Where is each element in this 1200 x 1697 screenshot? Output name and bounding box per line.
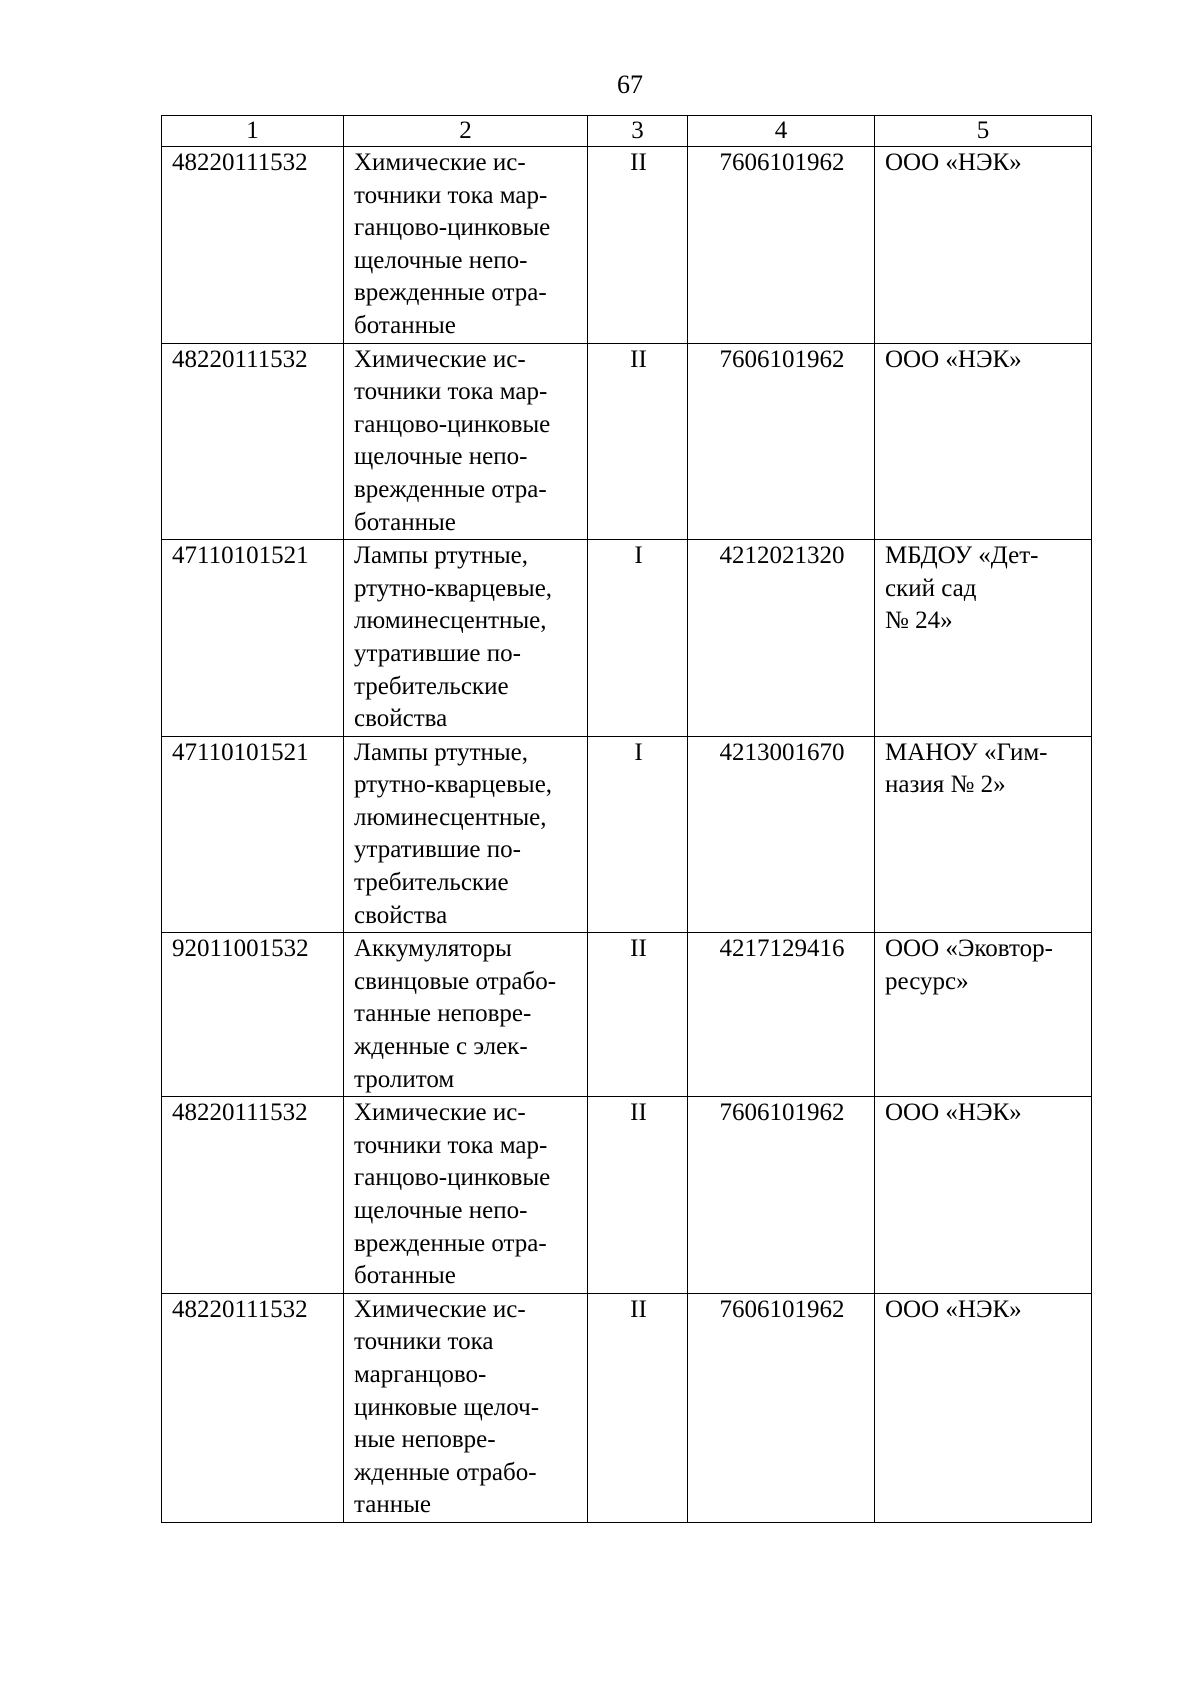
- organization: МАНОУ «Гим- назия № 2»: [875, 736, 1092, 933]
- hazard-class: II: [588, 1097, 688, 1294]
- waste-code: 47110101521: [162, 540, 344, 737]
- table-row: [162, 933, 1092, 1097]
- page-number: 67: [617, 70, 643, 99]
- table-row: [162, 343, 1092, 540]
- hazard-class: II: [588, 1293, 688, 1522]
- column-header: 4: [688, 116, 875, 147]
- organization: ООО «НЭК»: [875, 343, 1092, 540]
- waste-code: 47110101521: [162, 736, 344, 933]
- waste-name: Аккумуляторы свинцовые отрабо- танные неповре- жденные с элек- тролитом: [344, 933, 588, 1097]
- waste-code: 48220111532: [162, 1097, 344, 1294]
- waste-table: [161, 115, 1092, 1523]
- column-header: 3: [588, 116, 688, 147]
- column-header: 2: [344, 116, 588, 147]
- waste-name: Химические ис- точники тока мар- ганцово-цинковые щелочные непо- врежденные отра- ботанные: [344, 1097, 588, 1294]
- organization: ООО «НЭК»: [875, 1097, 1092, 1294]
- inn: 7606101962: [688, 147, 875, 344]
- inn: 7606101962: [688, 1097, 875, 1294]
- waste-code: 48220111532: [162, 147, 344, 344]
- hazard-class: I: [588, 736, 688, 933]
- organization: ООО «Эковтор- ресурс»: [875, 933, 1092, 1097]
- organization: ООО «НЭК»: [875, 1293, 1092, 1522]
- organization: ООО «НЭК»: [875, 147, 1092, 344]
- waste-name: Химические ис- точники тока марганцово- цинковые щелоч- ные неповре- жденные отрабо- танные: [344, 1293, 588, 1522]
- organization: МБДОУ «Дет- ский сад № 24»: [875, 540, 1092, 737]
- waste-name: Химические ис- точники тока мар- ганцово-цинковые щелочные непо- врежденные отра- ботанные: [344, 343, 588, 540]
- table-row: [162, 1097, 1092, 1294]
- hazard-class: II: [588, 147, 688, 344]
- inn: 4212021320: [688, 540, 875, 737]
- hazard-class: I: [588, 540, 688, 737]
- table-row: [162, 736, 1092, 933]
- waste-name: Лампы ртутные, ртутно-кварцевые, люминесцентные, утратившие по- требительские свойства: [344, 540, 588, 737]
- waste-code: 92011001532: [162, 933, 344, 1097]
- inn: 7606101962: [688, 343, 875, 540]
- hazard-class: II: [588, 343, 688, 540]
- table-row: [162, 540, 1092, 737]
- waste-name: Лампы ртутные, ртутно-кварцевые, люминесцентные, утратившие по- требительские свойства: [344, 736, 588, 933]
- table-row: [162, 1293, 1092, 1522]
- column-header: 1: [162, 116, 344, 147]
- hazard-class: II: [588, 933, 688, 1097]
- table-header-row: [162, 116, 1092, 147]
- waste-code: 48220111532: [162, 1293, 344, 1522]
- waste-code: 48220111532: [162, 343, 344, 540]
- inn: 4217129416: [688, 933, 875, 1097]
- inn: 4213001670: [688, 736, 875, 933]
- column-header: 5: [875, 116, 1092, 147]
- inn: 7606101962: [688, 1293, 875, 1522]
- table-row: [162, 147, 1092, 344]
- waste-name: Химические ис- точники тока мар- ганцово-цинковые щелочные непо- врежденные отра- ботанные: [344, 147, 588, 344]
